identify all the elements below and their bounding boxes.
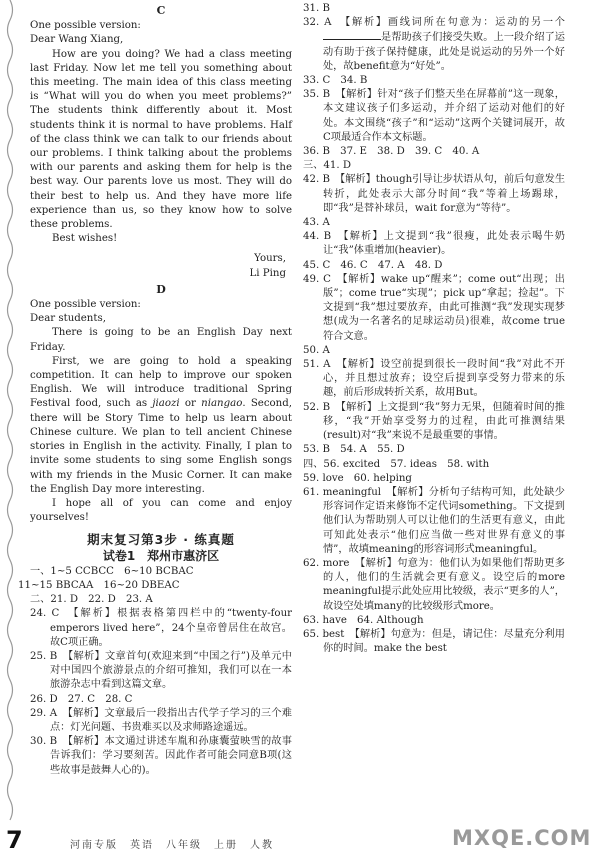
letter-d-version: One possible version: (30, 299, 141, 311)
answer-line: 59. love 60. helping (303, 472, 412, 484)
answer-line: 33. C 34. B (303, 75, 368, 87)
answer-line: 36. B 37. E 38. D 39. C 40. A (303, 146, 480, 158)
answer-line: 45. C 46. C 47. A 48. D (303, 259, 443, 271)
letter-d-body-2c: . Second, there will be Story Time to help us learn about Chinese culture. We plan to tell ancient Chinese stories in English in the activity. Finally, I plan to invite some students to sing some English songs with my friends in the Music Corner. It can make the English Day more interesting. (30, 398, 292, 495)
answer-32-part1: 32. A 【解析】画线词所在句意为：运动的另一个 (303, 17, 565, 29)
answer-line: 49. C 【解析】wake up“醒来”；come out“出现；出版”；come true“实现”；pick up“拿起；捡起”。下文提到“我”想过要放弃，由此可推测“我”发现实现梦想(成为一名著名的足球运动员)很难，故come true符合文意。 (303, 273, 565, 342)
letter-d-jiaozi: jiaozi (152, 398, 180, 410)
letter-d-body-2a: First, we are going to hold a speaking competition. It can help to improve our spoken English. We will introduce traditional Spring Festival food, such as (30, 355, 292, 410)
answer-line: 35. B 【解析】针对“孩子们整天坐在屏幕前”这一现象，本文建议孩子们多运动，并介绍了运动对他们的好处。本文围绕“孩子”和“运动”这两个关键词展开，故C项最适合作本文标题。 (303, 89, 565, 143)
letter-d-body-1: There is going to be an English Day next Friday. (30, 327, 292, 353)
answer-line: 50. A (303, 344, 330, 356)
letter-d-body-2b: or (179, 398, 202, 410)
watermark-logo: MXQE.COM (452, 826, 591, 850)
letter-c-heading: C (156, 4, 166, 17)
answer-line: 63. have 64. Although (303, 614, 424, 626)
letter-d-body-3: I hope all of you can come and enjoy yourselves! (30, 497, 292, 524)
answer-line: 51. A 【解析】设空前提到很长一段时间“我”对此不开心，并且想过放弃；设空后提到享受努力带来的乐趣，前后形成转折关系，故用But。 (303, 359, 565, 399)
left-column (18, 2, 292, 778)
answer-line-32 (303, 16, 565, 74)
answer-line: 29. A 【解析】文章最后一段指出古代学子学习的三个难点：灯光问题、书贵难买以及求师路途遥远。 (30, 707, 292, 733)
answer-line: 53. B 54. A 55. D (303, 444, 405, 456)
answer-line: 61. meaningful 【解析】分析句子结构可知，此处缺少形容词作定语来修饰不定代词something。下文提到他们认为帮助别人可以让他们的生活更有意义，由此可知此处表示“他们应当做一些对世界有意义的事情”，故填meaning的形容词形式meaningful。 (303, 486, 565, 555)
answer-line: 三、41. D (303, 160, 351, 172)
answer-32-part2: 是帮助孩子们接受失败。上一段介绍了运动有助于孩子保持健康，此处是说运动的另外一个好处，故benefit意为“好处”。 (323, 32, 565, 72)
letter-c-signature (30, 252, 292, 280)
answer-line: 30. B 【解析】本文通过讲述车胤和孙康囊萤映雪的故事告诉我们：学习要刻苦。因此作者可能会同意B项(这些故事是鼓舞人心的)。 (30, 736, 292, 776)
answer-line: 四、56. excited 57. ideas 58. with (303, 458, 490, 470)
answer-line: 52. B 【解析】上文提到“我”努力无果，但随着时间的推移，“我”开始享受努力的过程，由此可推测结果(result)对“我”来说不是最重要的事情。 (303, 401, 565, 442)
answer-line: 25. B 【解析】文章首句(欢迎来到“中国之行”)及单元中对中国四个旅游景点的介绍可推知，我们可以在一本旅游杂志中看到这篇文章。 (30, 650, 292, 691)
page-number: 7 (6, 826, 23, 854)
answer-line: 二、21. D 22. D 23. A (30, 594, 153, 606)
left-wave-border (4, 0, 16, 820)
letter-d-heading: D (156, 282, 166, 296)
answer-line: 26. D 27. C 28. C (30, 693, 133, 705)
exam-title: 期末复习第3步 · 练真题 (87, 532, 235, 548)
answer-line: 一、1~5 CCBCC 6~10 BCBAC (30, 565, 194, 577)
answer-line: 43. A (303, 217, 330, 229)
letter-c-sign-yours: Yours, (254, 253, 286, 265)
right-column (303, 2, 565, 656)
answer-line: 65. best 【解析】句意为：但是，请记住：尽量充分利用你的时间。make the best (303, 628, 565, 655)
answer-line: 62. more 【解析】句意为：他们认为如果他们帮助更多的人，他们的生活就会更有意义。设空后的more meaningful提示此处应用比较级，表示“更多的人”，故设空处填many的比较级形式more。 (303, 557, 565, 612)
footer-meta: 河南专版 英语 八年级 上册 人教 (70, 840, 274, 851)
answer-line: 24. C 【解析】根据表格第四栏中的“twenty-four emperors lived here”，24个皇帝曾居住在故宫。故C项正确。 (30, 608, 292, 648)
letter-d-greeting: Dear students, (30, 313, 106, 325)
letter-d-niangao: niangao (201, 398, 243, 410)
answer-line: 42. B 【解析】though引导让步状语从句，前后句意发生转折，此处表示大部分时间“我”等着上场踢球，即“我”是替补球员，wait for意为“等待”。 (303, 174, 566, 214)
letter-c-closing: Best wishes! (52, 233, 118, 245)
fill-blank-line (323, 30, 381, 40)
letter-c-body: How are you doing? We had a class meeting last Friday. Now let me tell you something about this meeting. The main idea of this class meeting is “What will you do when you meet problems?” The students think differently about it. Most students think it is normal to have problems. Half of the class think we can talk to our friends about our problems. I think talking about the problems with our parents and asking them for help is the best way. Our parents love us most. They will do their best to help us. And they have more life experience than us, so they know how to solve these problems. (30, 48, 292, 231)
letter-d-body-2 (30, 355, 292, 497)
answer-line: 31. B (303, 3, 330, 14)
answer-line: 44. B 【解析】上文提到“我”很瘦，此处表示喝牛奶让“我”体重增加(heavier)。 (303, 231, 565, 257)
letter-c-greeting: Dear Wang Xiang, (30, 34, 124, 46)
answer-line: 11~15 BBCAA 16~20 DBEAC (18, 579, 180, 591)
exam-subtitle: 试卷1 郑州市惠济区 (102, 548, 220, 563)
page-footer (0, 824, 591, 856)
letter-c-sign-name: Li Ping (249, 267, 286, 279)
letter-c-version: One possible version: (30, 20, 141, 32)
